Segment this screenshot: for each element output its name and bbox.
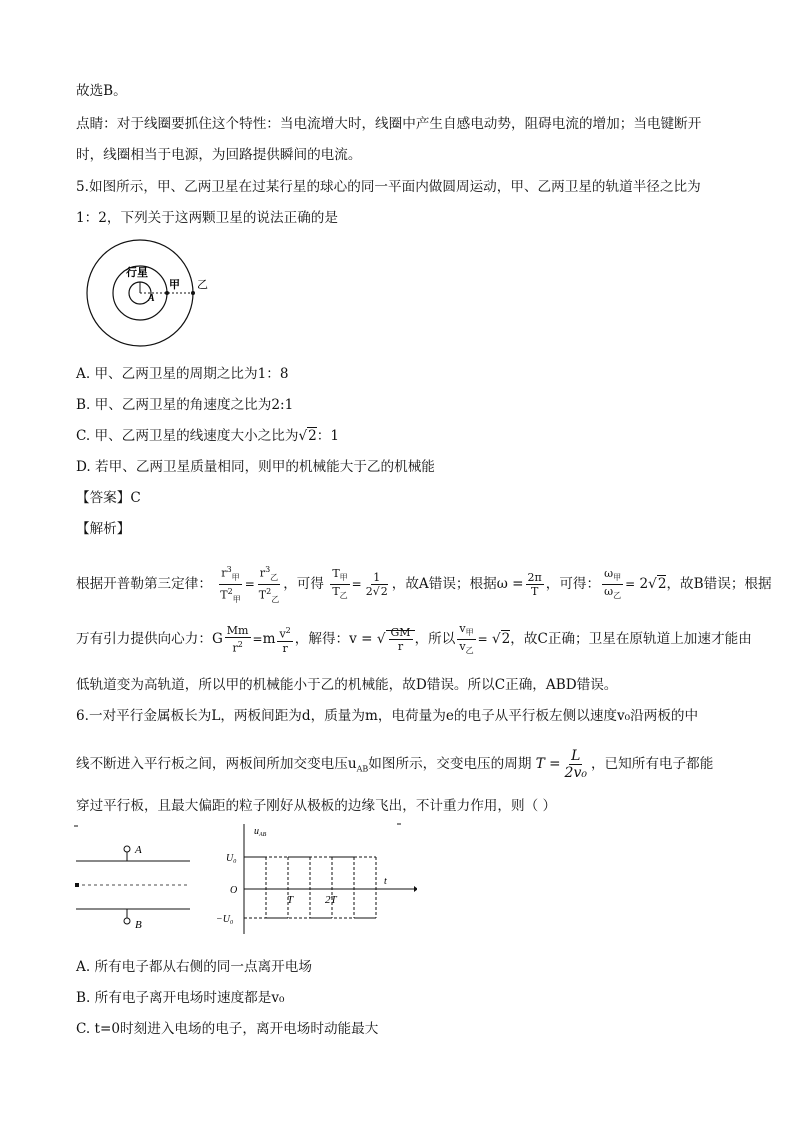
tick-2T-label: 2T [325,894,337,906]
y-axis-label: $u_{AB}$ [254,826,267,838]
q6-option-c: C. t=0时刻进入电场的电子，离开电场时动能最大 [76,1021,379,1037]
question-6-stem: 6.一对平行金属板长为L，两板间距为d，质量为m，电荷量为e的电子从平行板左侧以速度v₀沿两板的中 [76,708,699,724]
option-c: C. 甲、乙两卫星的线速度大小之比为√2：1 [76,428,340,444]
neg-u0-label: $-U_0$ [216,914,233,926]
text-line: 时，线圈相当于电源，为回路提供瞬间的电流。 [76,147,362,163]
satellite-jia [165,291,169,295]
t-axis-label: t [384,876,387,887]
electron-source [75,883,79,887]
question-6-stem: 线不断进入平行板之间，两板间所加交变电压$u_{AB}$如图所示，交变电压的周期 T = $\frac{L}{\text{2v₀}}$ ，已知所有电子都能 [76,748,714,781]
sat-yi-label: 乙 [197,279,208,291]
analysis-line-3: 低轨道变为高轨道，所以甲的机械能小于乙的机械能，故D错误。所以C正确，ABD错误。 [76,677,618,693]
center-label: A [148,293,155,304]
origin-label: O [230,885,238,896]
analysis-line-2: 万有引力提供向心力：G $\frac{Mm}{r^2}$ =m $\frac{v^2}{r}$ ，解得：v = √ $\frac{GM}{r}$ ，所以 $\frac{v_甲}{v_乙}$ = √2，故C正确；卫星在原轨道上加速才能由 [76,622,752,656]
voltage-waveform [244,857,376,918]
answer: 【答案】C [76,490,141,506]
q6-option-b: B. 所有电子离开电场时速度都是v₀ [76,990,285,1006]
plate-b-label: B [135,919,142,931]
option-b: B. 甲、乙两卫星的角速度之比为2:1 [76,397,294,413]
text-line: 点睛：对于线圈要抓住这个特性：当电流增大时，线圈中产生自感电动势，阻碍电流的增加；当电键断开 [76,116,702,132]
analysis-title: 【解析】 [76,521,131,537]
u0-label: $U_0$ [226,853,237,865]
tick-T-label: T [287,894,294,906]
option-a: A. 甲、乙两卫星的周期之比为1：8 [76,366,289,382]
option-d: D. 若甲、乙两卫星质量相同，则甲的机械能大于乙的机械能 [76,459,435,475]
plates-diagram [72,822,417,942]
q6-option-a: A. 所有电子都从右侧的同一点离开电场 [76,959,312,975]
text-line: 故选B。 [76,83,127,99]
orbit-diagram [86,238,226,348]
analysis-line-1: 根据开普勒第三定律： $\frac{r^3_甲}{T^2_甲}$ = $\frac{r^3_乙}{T^2_乙}$ ，可得 $\frac{T_甲}{T_乙}$ = $\frac{1}{2√2}$ ，故A错误；根据ω = $\frac{2\pi}{T}$ ，可得： $\frac{\omega_甲}{\omega_乙}$ = 2√2，故B错误；根据 [76,565,772,604]
question-5-stem: 1：2，下列关于这两颗卫星的说法正确的是 [76,210,338,226]
question-6-stem: 穿过平行板，且最大偏距的粒子刚好从极板的边缘飞出，不计重力作用，则（ ） [76,798,557,814]
sat-jia-label: 甲 [169,279,180,291]
planet-label: 行星 [126,267,148,279]
satellite-yi [191,291,195,295]
plate-a-label: A [135,844,142,856]
question-5-stem: 5.如图所示，甲、乙两卫星在过某行星的球心的同一平面内做圆周运动，甲、乙两卫星的轨道半径之比为 [76,179,701,195]
